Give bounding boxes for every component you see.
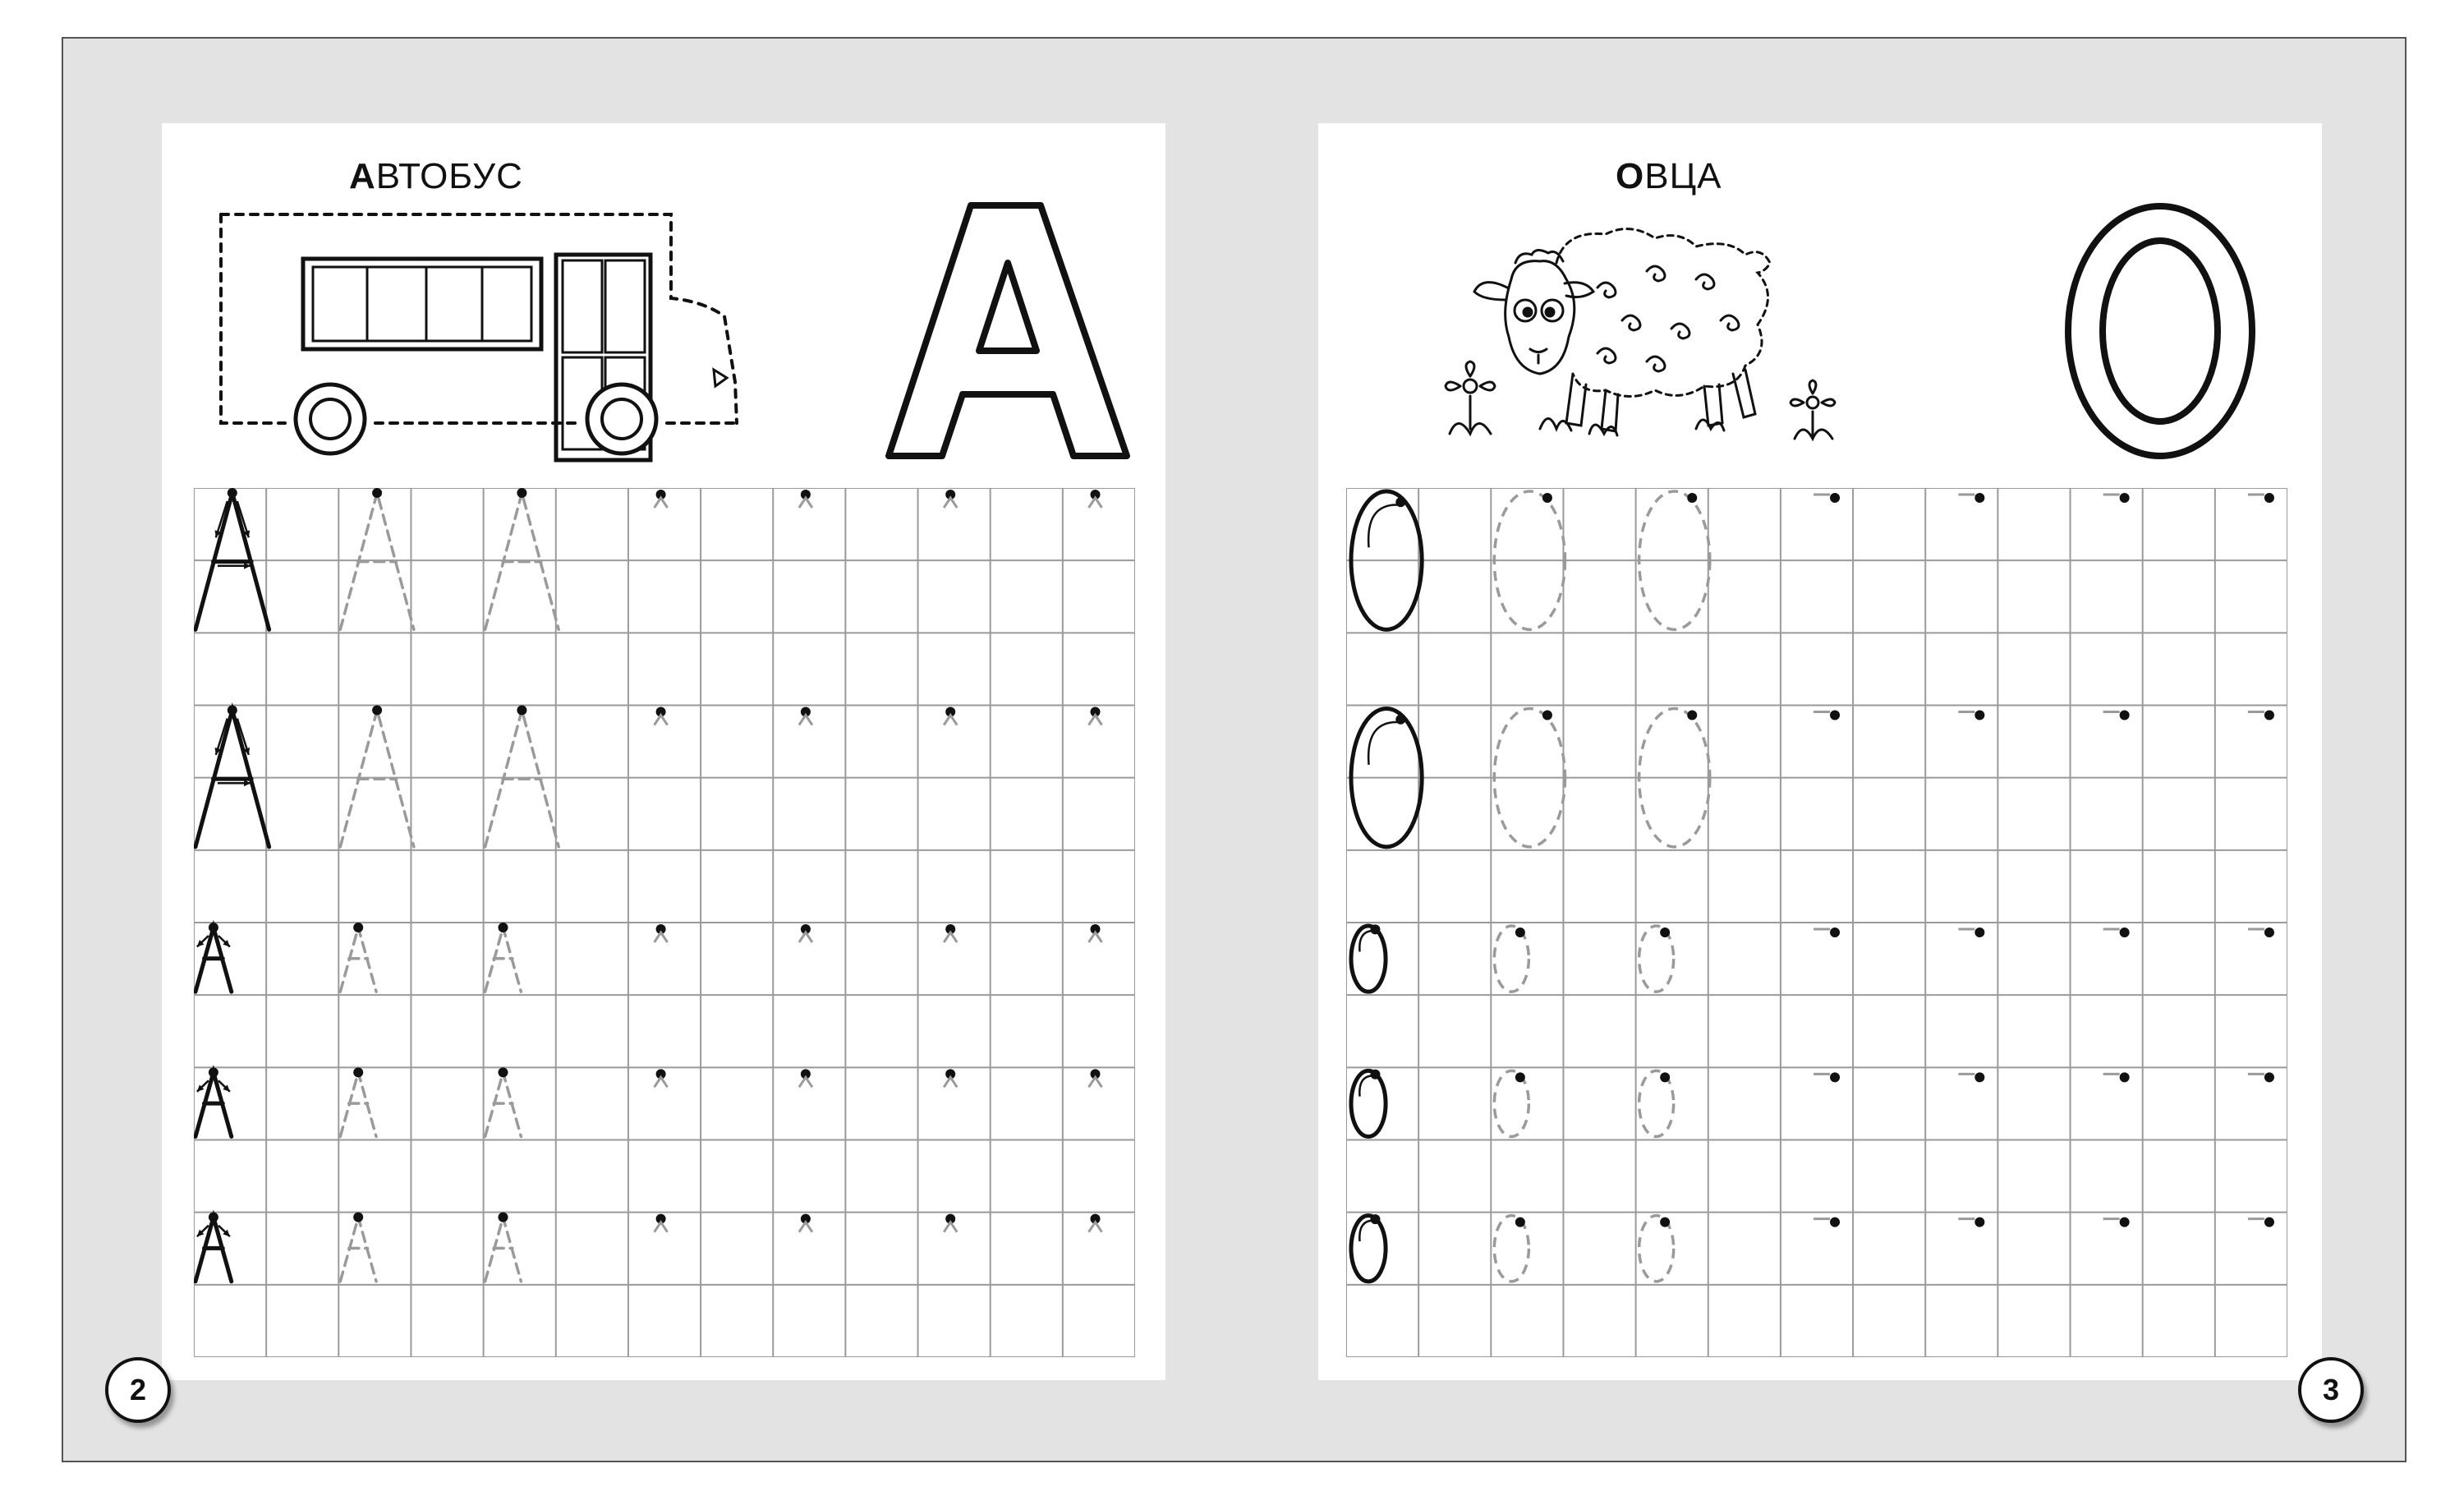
start-dot — [2264, 711, 2274, 720]
trace-hint — [655, 1077, 668, 1087]
letter-a-stroke — [485, 1218, 522, 1282]
start-dot — [498, 923, 508, 932]
trace-hint — [799, 498, 812, 508]
start-dot — [498, 1213, 508, 1222]
start-dot — [2264, 493, 2274, 503]
start-dot — [1660, 1072, 1670, 1082]
start-dot — [1542, 493, 1552, 503]
sheep-illustration — [1433, 214, 1893, 460]
letter-a-stroke — [485, 1072, 522, 1136]
letter-a-stroke — [485, 928, 522, 992]
trace-hint — [944, 498, 957, 508]
start-dot — [1370, 1070, 1380, 1079]
start-dot — [372, 706, 382, 716]
trace-hint — [1089, 1222, 1102, 1232]
start-dot — [1515, 1072, 1525, 1082]
start-dot — [1515, 1218, 1525, 1227]
trace-hint — [799, 1222, 812, 1232]
start-dot — [1830, 928, 1840, 937]
start-dot — [353, 1067, 363, 1077]
stroke-arrow — [1359, 1075, 1375, 1096]
start-dot — [1974, 1072, 1984, 1082]
page-number-left: 2 — [105, 1357, 171, 1423]
start-dot — [2120, 1072, 2130, 1082]
letter-a-stroke — [485, 711, 559, 847]
start-dot — [2120, 928, 2130, 937]
word-title: ОВЦА — [1616, 156, 1722, 196]
start-dot — [228, 706, 237, 716]
start-dot — [2120, 711, 2130, 720]
letter-a-stroke — [340, 928, 376, 992]
start-dot — [228, 488, 237, 498]
start-dot — [353, 923, 363, 932]
trace-hint — [655, 932, 668, 942]
start-dot — [1830, 493, 1840, 503]
trace-hint — [655, 1222, 668, 1232]
start-dot — [1830, 1218, 1840, 1227]
start-dot — [1687, 493, 1697, 503]
trace-hint — [1089, 932, 1102, 942]
start-dot — [372, 488, 382, 498]
start-dot — [2264, 1072, 2274, 1082]
letter-o-stroke — [1351, 926, 1386, 992]
stroke-arrow — [1359, 931, 1375, 951]
start-dot — [1370, 924, 1380, 934]
start-dot — [1974, 928, 1984, 937]
letter-a-stroke — [195, 1218, 232, 1282]
tracing-grid-o — [1346, 488, 2287, 1357]
start-dot — [1660, 928, 1670, 937]
trace-hint — [799, 1077, 812, 1087]
start-dot — [2264, 1218, 2274, 1227]
start-dot — [209, 1213, 218, 1222]
start-dot — [2120, 1218, 2130, 1227]
start-dot — [2120, 493, 2130, 503]
trace-hint — [944, 932, 957, 942]
stroke-arrow — [1359, 1221, 1375, 1241]
trace-hint — [944, 1222, 957, 1232]
letter-o-stroke — [1351, 1216, 1386, 1282]
letter-a-stroke — [340, 1072, 376, 1136]
trace-hint — [944, 716, 957, 725]
page-number-right: 3 — [2298, 1357, 2364, 1423]
trace-hint — [655, 716, 668, 725]
trace-hint — [944, 1077, 957, 1087]
trace-hint — [1089, 716, 1102, 725]
start-dot — [353, 1213, 363, 1222]
start-dot — [1974, 711, 1984, 720]
start-dot — [2264, 928, 2274, 937]
trace-hint — [799, 932, 812, 942]
tracing-grid-a — [194, 488, 1135, 1357]
trace-hint — [1089, 498, 1102, 508]
left-page — [162, 123, 1165, 1380]
start-dot — [209, 1067, 218, 1077]
start-dot — [1515, 928, 1525, 937]
word-title: АВТОБУС — [349, 156, 523, 196]
start-dot — [209, 923, 218, 932]
start-dot — [1370, 1214, 1380, 1224]
start-dot — [1830, 1072, 1840, 1082]
stroke-arrow — [1368, 722, 1400, 765]
trace-hint — [799, 716, 812, 725]
bus-illustration — [211, 209, 770, 464]
big-letter-o-icon — [2033, 201, 2296, 464]
letter-a-stroke — [195, 928, 232, 992]
letter-o-stroke — [1351, 1070, 1386, 1136]
letter-a-stroke — [195, 1072, 232, 1136]
start-dot — [498, 1067, 508, 1077]
letter-a-stroke — [195, 711, 269, 847]
start-dot — [1660, 1218, 1670, 1227]
start-dot — [517, 706, 526, 716]
trace-hint — [655, 498, 668, 508]
trace-hint — [1089, 1077, 1102, 1087]
right-page — [1318, 123, 2322, 1380]
start-dot — [517, 488, 526, 498]
stroke-arrow — [1368, 504, 1400, 547]
big-letter-a-icon — [876, 201, 1139, 464]
letter-a-stroke — [340, 1218, 376, 1282]
letter-a-stroke — [340, 711, 414, 847]
start-dot — [1542, 711, 1552, 720]
start-dot — [1687, 711, 1697, 720]
start-dot — [1974, 1218, 1984, 1227]
start-dot — [1830, 711, 1840, 720]
start-dot — [1974, 493, 1984, 503]
